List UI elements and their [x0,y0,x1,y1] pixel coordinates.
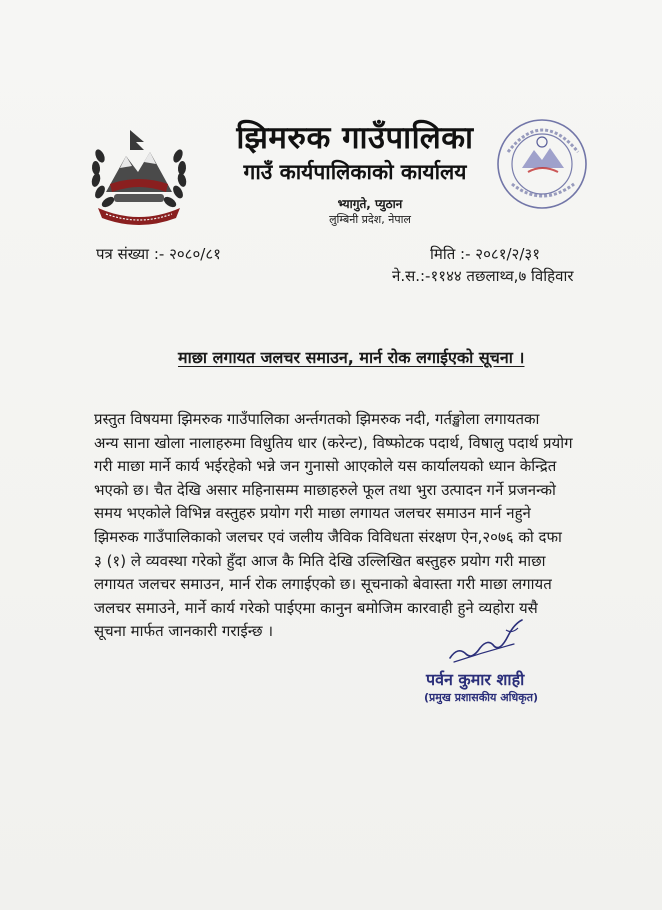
address-line-2: लुम्बिनी प्रदेश, नेपाल [329,213,411,226]
letter-date: मिति :- २०८१/२/३१ [430,245,541,263]
body-line: ३ (१) ले व्यवस्था गरेको हुँदा आज कै मिति देखि उल्लिखित बस्तुहरु प्रयोग गरी माछा [94,551,546,570]
body-line: जलचर समाउने, मार्ने कार्य गरेको पाईएमा कानुन बमोजिम कारवाही हुने व्यहोरा यसै [94,598,538,617]
office-header [215,118,495,186]
office-subtitle: गाउँ कार्यपालिकाको कार्यालय [243,160,467,184]
handwritten-signature [444,610,534,670]
notice-subject: माछा लगायत जलचर समाउन, मार्न रोक लगाईएको सूचना । [178,348,525,367]
body-line: प्रस्तुत विषयमा झिमरुक गाउँपालिका अर्न्तगतको झिमरुक नदी, गर्तङ्खोला लगायतका [94,410,540,428]
body-line: झिमरुक गाउँपालिकाको जलचर एवं जलीय जैविक विविधता संरक्षण ऐन,२०७६ को दफा [94,527,562,546]
signatory-name: पर्वन कुमार शाही [426,670,525,689]
body-line: गरी माछा मार्ने कार्य भईरहेको भन्ने जन गुनासो आएकोले यस कार्यालयको ध्यान केन्द्रित [94,457,557,476]
signatory-designation: (प्रमुख प्रशासकीय अधिकृत) [424,691,538,704]
body-line: भएको छ। चैत देखि असार महिनासम्म माछाहरुले फूल तथा भुरा उत्पादन गर्ने प्रजनन्को [94,480,556,499]
nepal-emblem-logo [80,122,198,230]
body-line: अन्य साना खोला नालाहरुमा विधुतिय धार (करेन्ट), विष्फोटक पदार्थ, विषालु पदार्थ प्रयोग [94,433,573,452]
municipality-logo [488,112,596,216]
body-line: समय भएकोले विभिन्न वस्तुहरु प्रयोग गरी माछा लगायत जलचर समाउन मार्न नहुने [94,504,531,523]
body-line: सूचना मार्फत जानकारी गराईन्छ । [94,622,274,641]
nepal-sambat-date: ने.स.:-११४४ तछलाथ्व,७ विहिवार [392,267,574,285]
address-line-1: भ्यागुते, प्युठान [337,197,403,211]
municipality-title: झिमरुक गाउँपालिका [236,120,474,156]
notice-body [94,408,640,644]
letter-number: पत्र संख्या :- २०८०/८१ [96,245,221,263]
body-line: लगायत जलचर समाउन, मार्न रोक लगाईएको छ। सूचनाको बेवास्ता गरी माछा लगायत [94,575,552,594]
